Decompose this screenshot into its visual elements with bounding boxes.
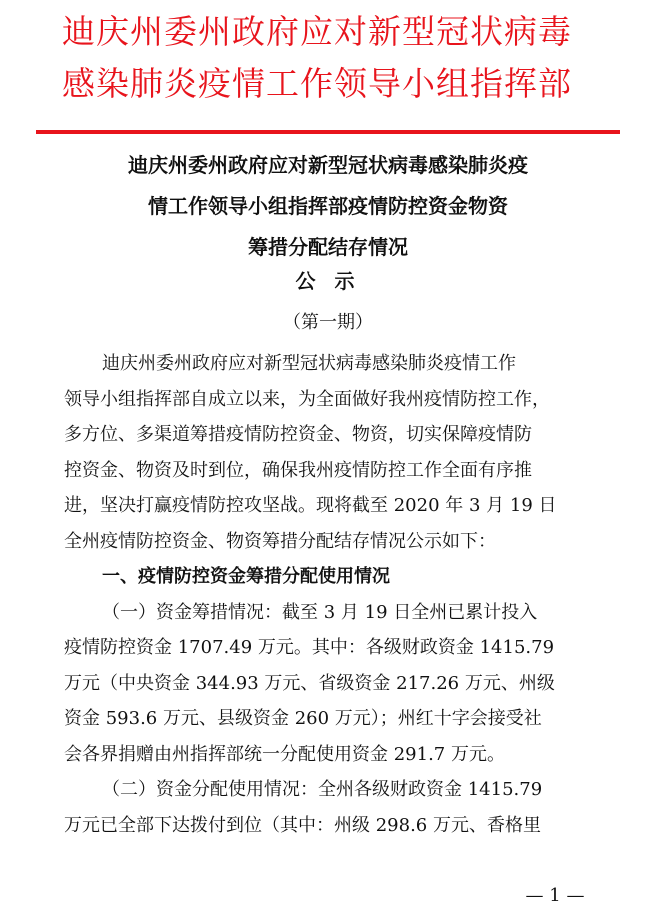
document-body [64,346,594,843]
body-line: （一）资金筹措情况：截至 3 月 19 日全州已累计投入 [102,601,538,623]
title-line-3: 筹措分配结存情况 [248,235,408,259]
letterhead-line-2: 感染肺炎疫情工作领导小组指挥部 [62,64,572,103]
issue-number: （第一期） [283,312,373,333]
title-line-1: 迪庆州委州政府应对新型冠状病毒感染肺炎疫 [128,153,528,177]
body-line: 领导小组指挥部自成立以来，为全面做好我州疫情防控工作， [64,388,550,410]
body-line: 万元已全部下达拨付到位（其中：州级 298.6 万元、香格里 [64,814,541,836]
body-line: 全州疫情防控资金、物资筹措分配结存情况公示如下： [64,530,496,552]
page-number: — 1 — [525,885,585,906]
body-line: 控资金、物资及时到位，确保我州疫情防控工作全面有序推 [64,459,532,481]
body-line: 疫情防控资金 1707.49 万元。其中：各级财政资金 1415.79 [64,637,555,658]
body-line: 资金 593.6 万元、县级资金 260 万元）；州红十字会接受社 [64,708,542,729]
body-line: 进，坚决打赢疫情防控攻坚战。现将截至 2020 年 3 月 19 日 [64,495,557,516]
body-line: 会各界捐赠由州指挥部统一分配使用资金 291.7 万元。 [64,743,505,765]
notice-label: 公 示 [295,269,361,293]
body-line: （二）资金分配使用情况：全州各级财政资金 1415.79 [102,779,543,800]
red-letterhead [62,6,632,110]
document-title [36,145,620,268]
body-line: 迪庆州委州政府应对新型冠状病毒感染肺炎疫情工作 [102,353,516,374]
section-heading: 一、疫情防控资金筹措分配使用情况 [102,566,390,587]
red-divider-rule [36,130,620,134]
title-line-2: 情工作领导小组指挥部疫情防控资金物资 [148,194,508,218]
letterhead-line-1: 迪庆州委州政府应对新型冠状病毒 [62,12,572,51]
body-line: 万元（中央资金 344.93 万元、省级资金 217.26 万元、州级 [64,672,555,694]
body-line: 多方位、多渠道筹措疫情防控资金、物资，切实保障疫情防 [64,424,532,445]
